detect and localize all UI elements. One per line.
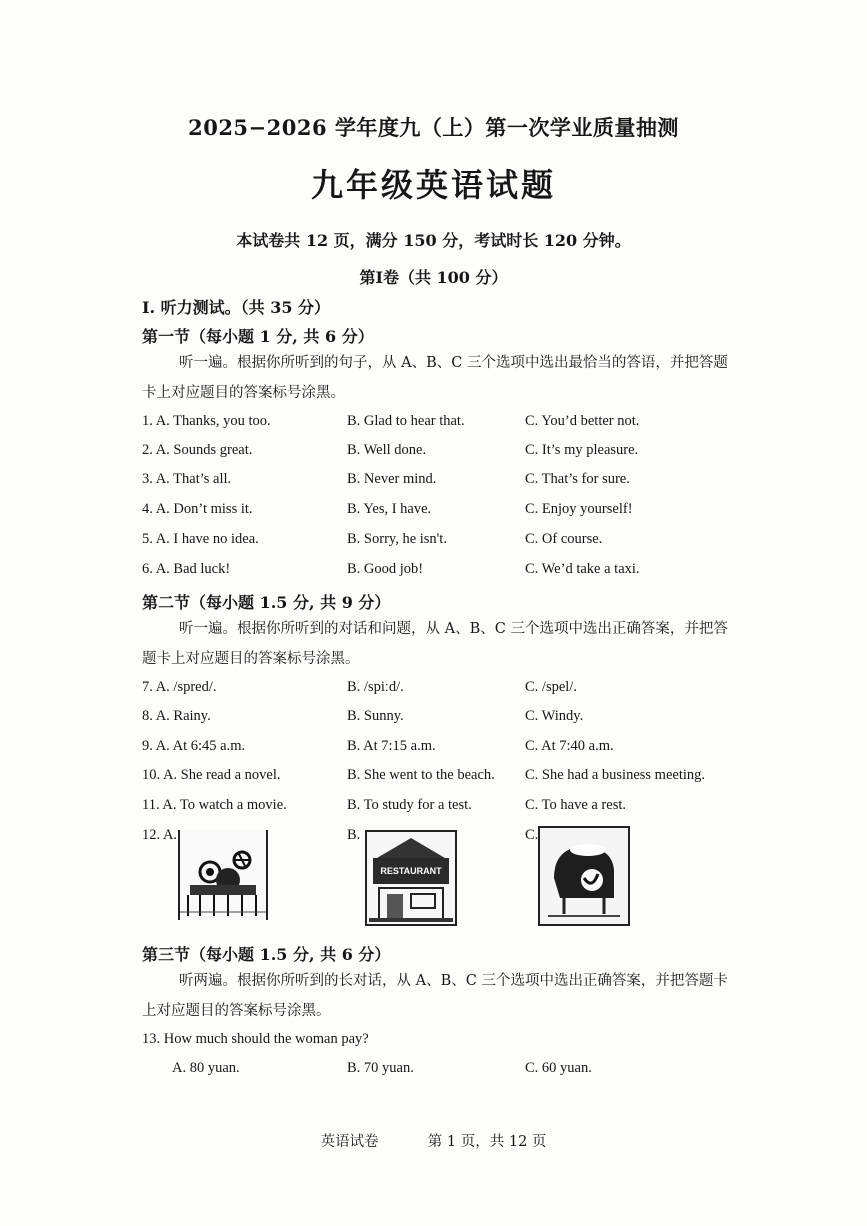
q1-option-b: B. Glad to hear that. xyxy=(347,413,465,429)
page-footer xyxy=(0,1130,867,1151)
q10-option-b: B. She went to the beach. xyxy=(347,767,495,783)
q2-option-b: B. Well done. xyxy=(347,442,427,458)
exam-info: 本试卷共 12 页，满分 150 分，考试时长 120 分钟。 xyxy=(236,231,631,250)
person-activity-icon xyxy=(540,828,628,924)
section3-instruction: 听两遍。根据你所听到的长对话，从 A、B、C 三个选项中选出正确答案，并把答题卡上对应题目的答案标号涂黑。 xyxy=(142,973,728,1019)
q5-option-b: B. Sorry, he isn't. xyxy=(347,531,447,547)
q8-option-a: 8. A. Rainy. xyxy=(142,708,211,724)
q7-option-a: 7. A. /spred/. xyxy=(142,679,217,695)
q13-stem: 13. How much should the woman pay? xyxy=(142,1031,369,1047)
q11-option-a: 11. A. To watch a movie. xyxy=(142,797,287,813)
footer-subject: 英语试卷 xyxy=(320,1134,379,1150)
part1-heading: I. 听力测试。（共 35 分） xyxy=(142,298,331,317)
exam-subtitle: 九年级英语试题 xyxy=(310,166,556,204)
q7-option-c: C. /spel/. xyxy=(525,679,577,695)
q1-option-a: 1. A. Thanks, you too. xyxy=(142,413,271,429)
park-scene-icon xyxy=(180,830,266,920)
q6-option-a: 6. A. Bad luck! xyxy=(142,561,231,577)
volume-heading: 第Ⅰ卷（共 100 分） xyxy=(359,268,508,287)
q5-option-a: 5. A. I have no idea. xyxy=(142,531,259,547)
q11-option-b: B. To study for a test. xyxy=(347,797,472,813)
q9-option-c: C. At 7:40 a.m. xyxy=(525,738,614,754)
restaurant-sign: RESTAURANT xyxy=(380,866,442,876)
section2-heading: 第二节（每小题 1.5 分, 共 9 分） xyxy=(142,593,391,612)
q12-option-c-label: C. xyxy=(525,827,539,843)
q13-option-c: C. 60 yuan. xyxy=(525,1060,592,1076)
q3-option-b: B. Never mind. xyxy=(347,471,437,487)
q12-option-b-label: B. xyxy=(347,827,361,843)
q6-option-c: C. We’d take a taxi. xyxy=(525,561,640,577)
q8-option-c: C. Windy. xyxy=(525,708,584,724)
q3-option-c: C. That’s for sure. xyxy=(525,471,630,487)
q13-option-a: A. 80 yuan. xyxy=(172,1060,240,1076)
footer-page-number: 第 1 页，共 12 页 xyxy=(427,1134,547,1150)
q11-option-c: C. To have a rest. xyxy=(525,797,626,813)
section1-instruction: 听一遍。根据你所听到的句子，从 A、B、C 三个选项中选出最恰当的答语，并把答题卡上对应题目的答案标号涂黑。 xyxy=(142,355,728,401)
q4-option-a: 4. A. Don’t miss it. xyxy=(142,501,253,517)
q12-picture-b xyxy=(365,830,457,926)
q12-picture-a xyxy=(178,830,268,920)
q12-option-a-label: 12. A. xyxy=(142,827,178,843)
q10-option-a: 10. A. She read a novel. xyxy=(142,767,281,783)
q5-option-c: C. Of course. xyxy=(525,531,603,547)
q7-option-b: B. /spiːd/. xyxy=(347,679,404,695)
q13-option-b: B. 70 yuan. xyxy=(347,1060,414,1076)
q4-option-c: C. Enjoy yourself! xyxy=(525,501,633,517)
q1-option-c: C. You’d better not. xyxy=(525,413,640,429)
q9-option-b: B. At 7:15 a.m. xyxy=(347,738,436,754)
q2-option-c: C. It’s my pleasure. xyxy=(525,442,639,458)
section1-heading: 第一节（每小题 1 分, 共 6 分） xyxy=(142,327,374,346)
q3-option-a: 3. A. That’s all. xyxy=(142,471,232,487)
section2-instruction: 听一遍。根据你所听到的对话和问题，从 A、B、C 三个选项中选出正确答案，并把答题卡上对应题目的答案标号涂黑。 xyxy=(142,621,728,667)
q6-option-b: B. Good job! xyxy=(347,561,424,577)
q4-option-b: B. Yes, I have. xyxy=(347,501,432,517)
q10-option-c: C. She had a business meeting. xyxy=(525,767,706,783)
section3-heading: 第三节（每小题 1.5 分, 共 6 分） xyxy=(142,945,391,964)
q2-option-a: 2. A. Sounds great. xyxy=(142,442,253,458)
restaurant-building-icon xyxy=(367,832,455,924)
q8-option-b: B. Sunny. xyxy=(347,708,404,724)
q12-picture-c xyxy=(538,826,630,926)
exam-title: 2025−2026 学年度九（上）第一次学业质量抽测 xyxy=(188,115,679,140)
q9-option-a: 9. A. At 6:45 a.m. xyxy=(142,738,246,754)
